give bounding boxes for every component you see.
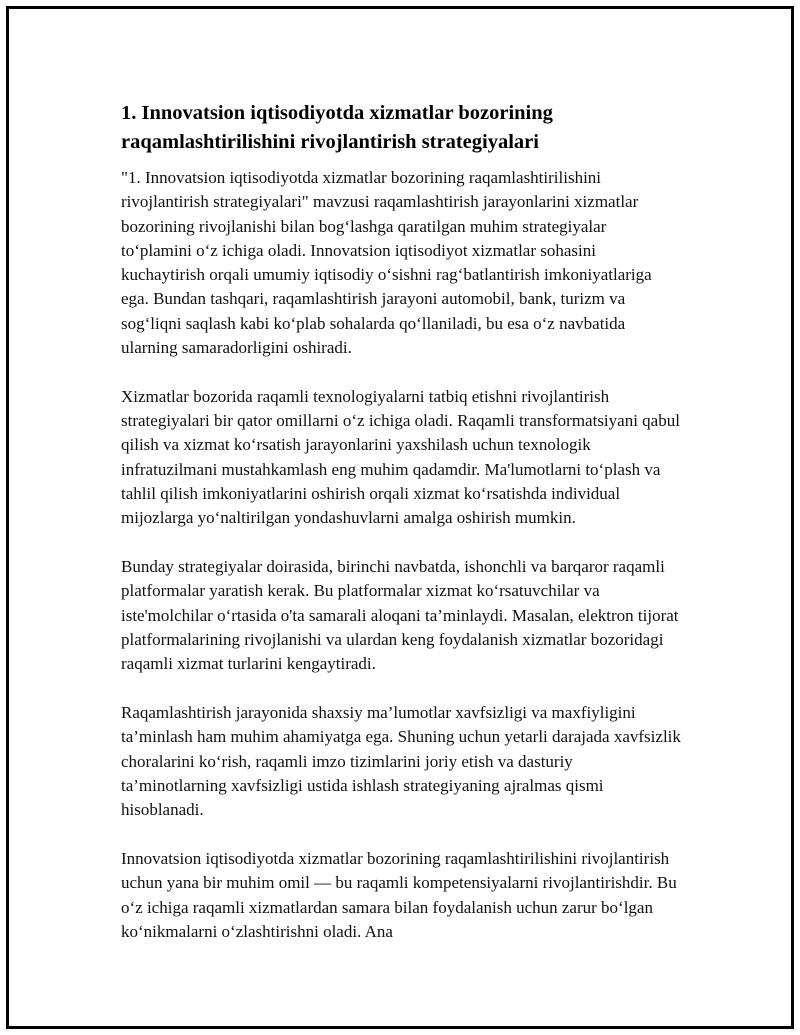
paragraph-5: Innovatsion iqtisodiyotda xizmatlar bozorining raqamlashtirilishini rivojlantirish uchun yana bir muhim omil — bu raqamli kompetensiyalarni rivojlantirishdir. Bu o‘z ichiga raqamli xizmatlardan samara bilan foydalanish uchun zarur bo‘lgan ko‘nikmalarni o‘zlashtirishni oladi. Ana xyxy=(121,849,677,942)
paragraph-4: Raqamlashtirish jarayonida shaxsiy ma’lumotlar xavfsizligi va maxfiyligini ta’minlash ham muhim ahamiyatga ega. Shuning uchun yetarli darajada xavfsizlik choralarini ko‘rish, raqamli imzo tizimlarini joriy etish va dasturiy ta’minotlarning xavfsizligi ustida ishlash strategiyaning ajralmas qismi hisoblanadi. xyxy=(121,703,681,820)
page-frame xyxy=(6,6,794,1029)
paragraph-2: Xizmatlar bozorida raqamli texnologiyalarni tatbiq etishni rivojlantirish strategiyalari bir qator omillarni o‘z ichiga oladi. Raqamli transformatsiyani qabul qilish va xizmat ko‘rsatish jarayonlarini yaxshilash uchun texnologik infratuzilmani mustahkamlash eng muhim qadamdir. Ma'lumotlarni to‘plash va tahlil qilish imkoniyatlarini oshirish orqali xizmat ko‘rsatishda individual mijozlarga yo‘naltirilgan yondashuvlarni amalga oshirish mumkin. xyxy=(121,386,680,528)
document-body xyxy=(121,99,681,969)
paragraph-3: Bunday strategiyalar doirasida, birinchi navbatda, ishonchli va barqaror raqamli platformalar yaratish kerak. Bu platformalar xizmat ko‘rsatuvchilar va iste'molchilar o‘rtasida o'ta samarali aloqani ta’minlaydi. Masalan, elektron tijorat platformalarining rivojlanishi va ulardan keng foydalanish xizmatlar bozoridagi raqamli xizmat turlarini kengaytiradi. xyxy=(121,557,679,674)
document-heading: 1. Innovatsion iqtisodiyotda xizmatlar bozorining raqamlashtirilishini rivojlantirish strategiyalari xyxy=(121,102,553,153)
paragraph-1: "1. Innovatsion iqtisodiyotda xizmatlar bozorining raqamlashtirilishini rivojlantirish strategiyalari" mavzusi raqamlashtirish jarayonlarini xizmatlar bozorining rivojlanishi bilan bog‘lashga qaratilgan muhim strategiyalar to‘plamini o‘z ichiga oladi. Innovatsion iqtisodiyot xizmatlar sohasini kuchaytirish orqali umumiy iqtisodiy o‘sishni rag‘batlantirish imkoniyatlariga ega. Bundan tashqari, raqamlashtirish jarayoni automobil, bank, turizm va sog‘liqni saqlash kabi ko‘plab sohalarda qo‘llaniladi, bu esa o‘z navbatida ularning samaradorligini oshiradi. xyxy=(121,168,652,358)
